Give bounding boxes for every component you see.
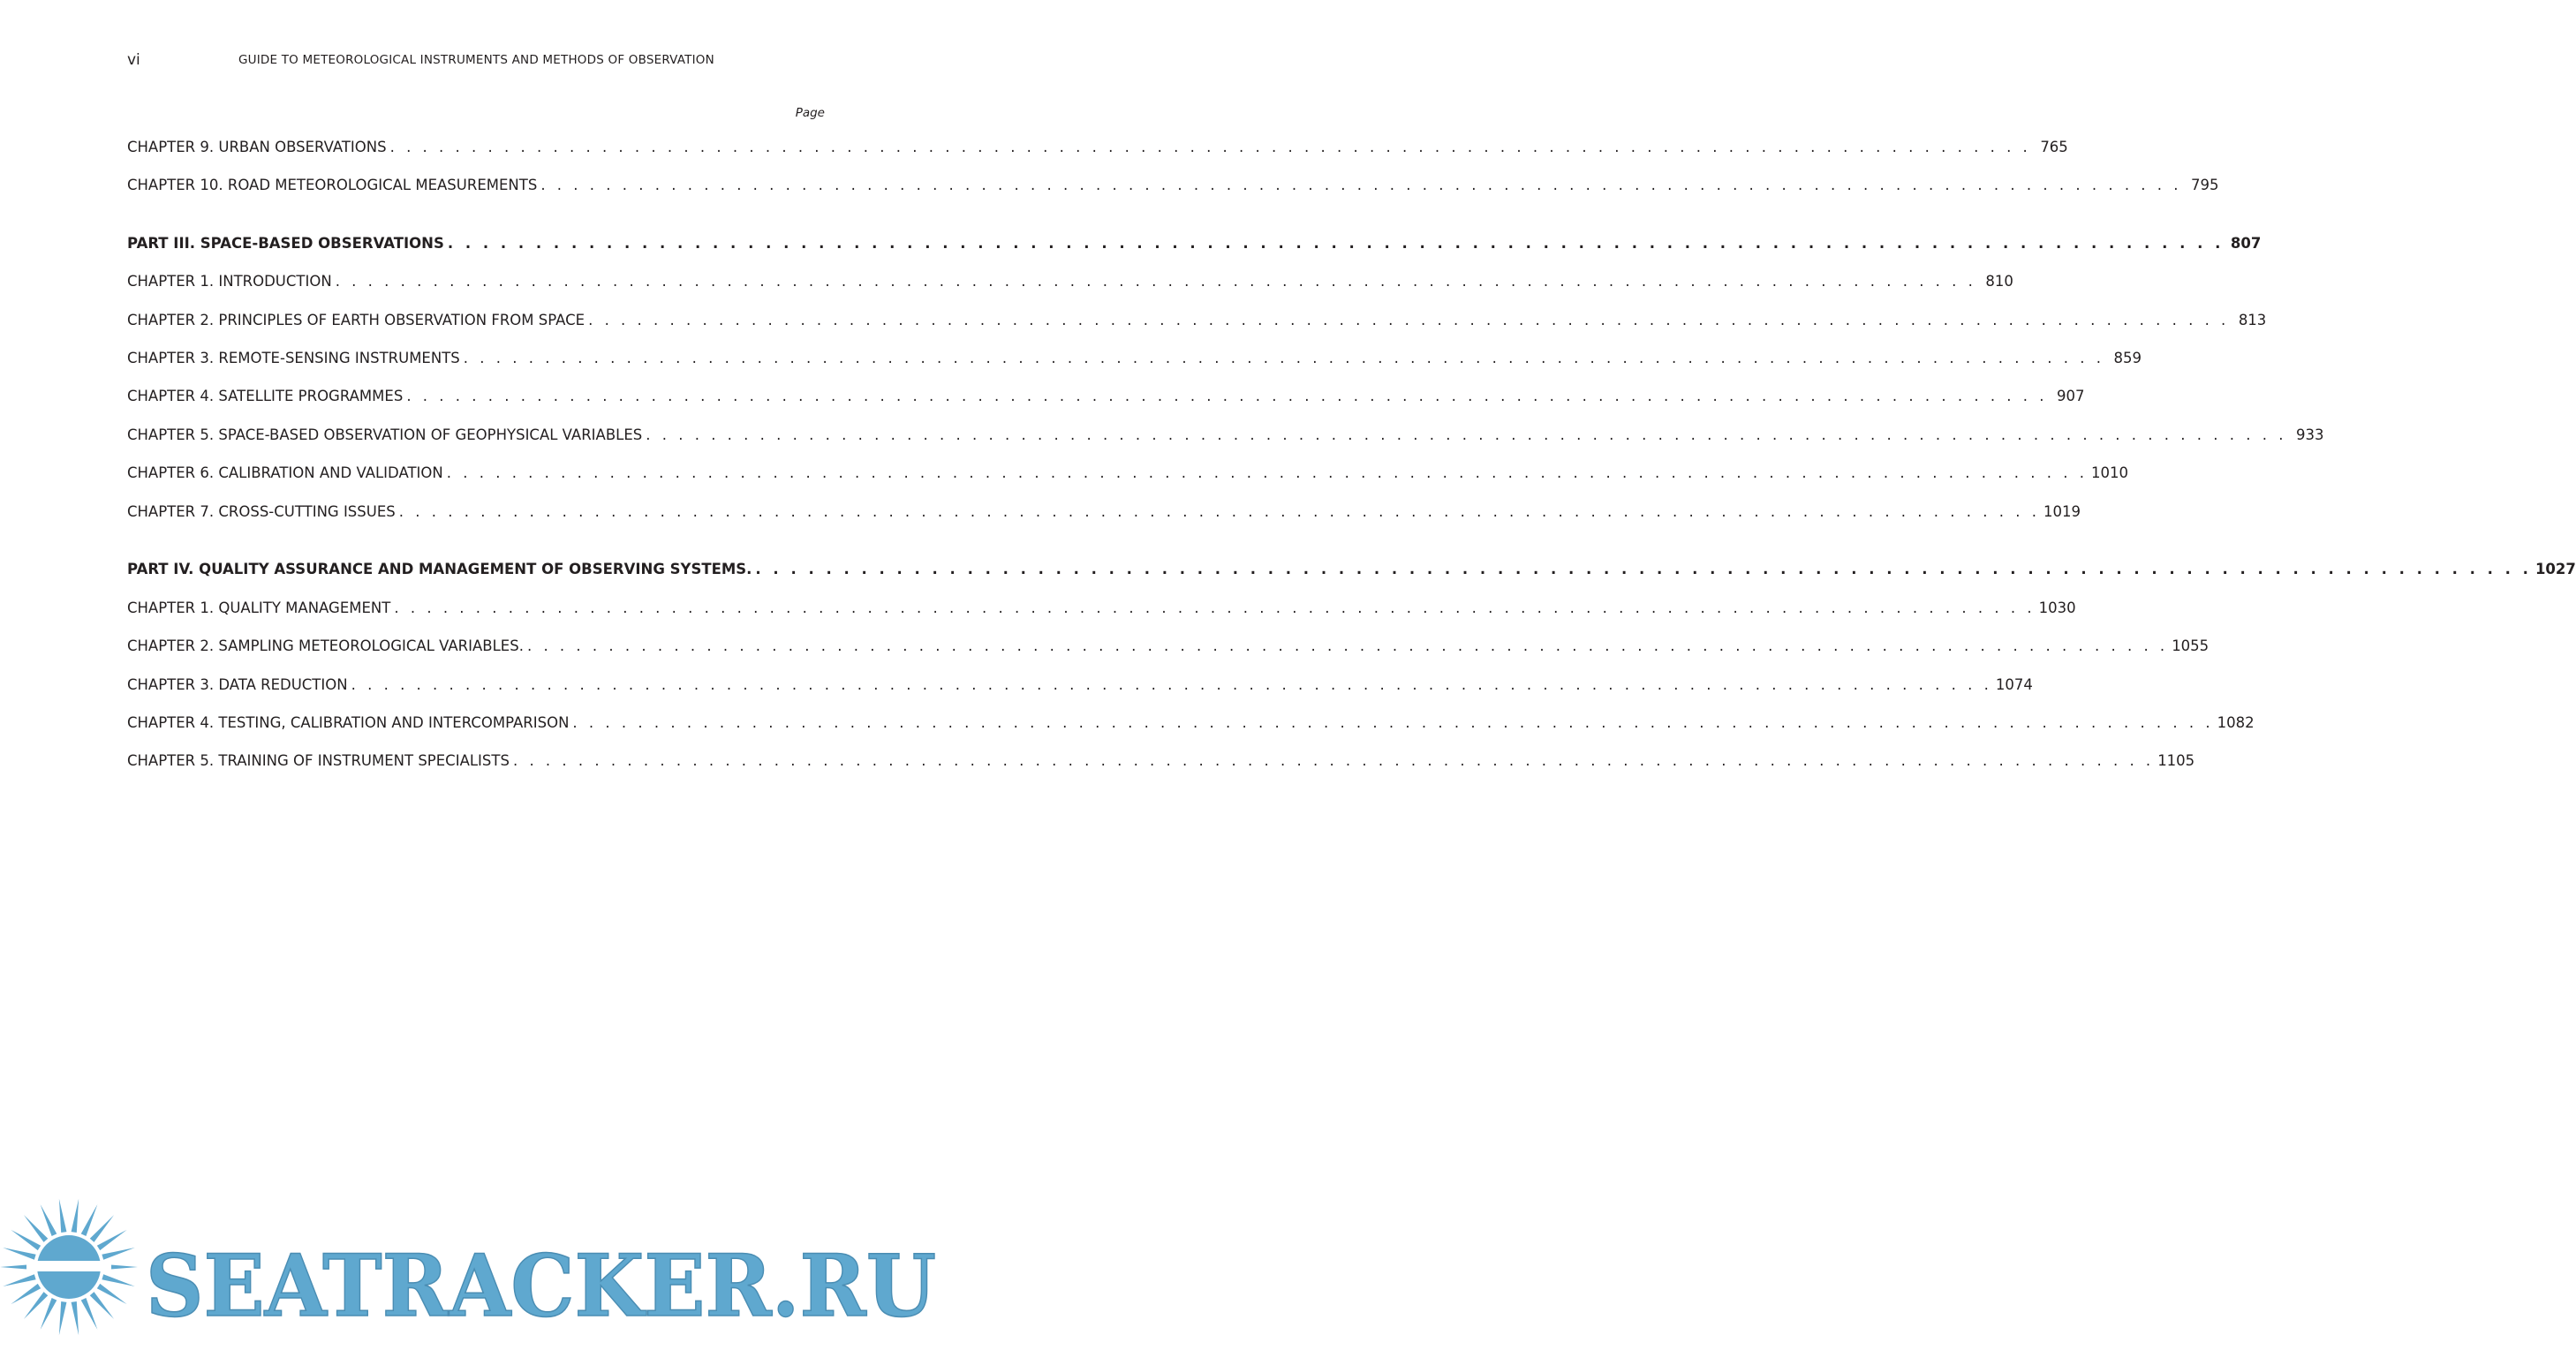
toc-entry-page: 1105 [2157, 752, 2195, 769]
toc-entry-title: CHAPTER 3. REMOTE-SENSING INSTRUMENTS [127, 350, 460, 366]
toc-entry[interactable] [127, 464, 2128, 481]
sun-ray [11, 1284, 41, 1304]
toc-entry-title: CHAPTER 2. PRINCIPLES OF EARTH OBSERVATION FROM SPACE [127, 312, 585, 328]
toc-entry-title: CHAPTER 4. TESTING, CALIBRATION AND INTERCOMPARISON [127, 714, 570, 731]
toc-entry-page: 795 [2191, 177, 2219, 193]
toc-part-entry[interactable] [127, 235, 2262, 252]
toc-entry[interactable] [127, 637, 2210, 654]
toc-entry[interactable] [127, 388, 2085, 404]
sun-ray [81, 1298, 98, 1330]
toc-entry-title: CHAPTER 5. TRAINING OF INSTRUMENT SPECIALISTS [127, 752, 510, 769]
dot-leader: . . . . . . . . . . . . . . . . . . . . . . . . . . . . . . . . . . . . . . . . . . . . . . . . . . . . . . . . . . . . . . . . . . . . . . . . . . . . . . . . . . . . . . . . . . . . . . . . . . . . . [398, 503, 2040, 520]
toc-entry[interactable] [127, 676, 2033, 693]
toc-entry-page: 1027 [2534, 561, 2576, 577]
dot-leader: . . . . . . . . . . . . . . . . . . . . . . . . . . . . . . . . . . . . . . . . . . . . . . . . . . . . . . . . . . . . . . . . . . . . . . . . . . . . . . . . . . . . . . . . . . . . . . . . . . . . . [512, 752, 2155, 769]
sun-ray [90, 1292, 114, 1319]
toc-entry-title: PART IV. QUALITY ASSURANCE AND MANAGEMENT OF OBSERVING SYSTEMS. [127, 561, 752, 577]
sun-ray [97, 1230, 127, 1250]
sun-ray [3, 1274, 35, 1286]
toc-entry[interactable] [127, 426, 2324, 443]
toc-entry-title: CHAPTER 1. INTRODUCTION [127, 273, 332, 290]
toc-entry-title: CHAPTER 9. URBAN OBSERVATIONS [127, 139, 387, 155]
toc-entry-page: 810 [1985, 273, 2013, 290]
toc-entry[interactable] [127, 273, 2013, 290]
sun-ray [72, 1301, 79, 1335]
toc-entry-page: 907 [2057, 388, 2085, 404]
sun-ray [24, 1292, 48, 1319]
toc-entry-title: CHAPTER 2. SAMPLING METEOROLOGICAL VARIABLES. [127, 637, 524, 654]
toc-entry-title: CHAPTER 3. DATA REDUCTION [127, 676, 348, 693]
toc-entry-page: 1019 [2043, 503, 2081, 520]
dot-leader: . . . . . . . . . . . . . . . . . . . . . . . . . . . . . . . . . . . . . . . . . . . . . . . . . . . . . . . . . . . . . . . . . . . . . . . . . . . . . . . . . . . . . . . . . . . . . . . . . . . . . [646, 426, 2287, 443]
dot-leader: . . . . . . . . . . . . . . . . . . . . . . . . . . . . . . . . . . . . . . . . . . . . . . . . . . . . . . . . . . . . . . . . . . . . . . . . . . . . . . . . . . . . . . . . . . . . . . . . . . . . . [526, 637, 2169, 654]
sun-ray [90, 1215, 114, 1242]
toc-entry[interactable] [127, 503, 2081, 520]
watermark-logo [0, 1183, 952, 1346]
toc-entry-title: CHAPTER 5. SPACE-BASED OBSERVATION OF GEOPHYSICAL VARIABLES [127, 426, 643, 443]
sun-ray [41, 1298, 57, 1330]
toc-entry-page: 765 [2040, 139, 2068, 155]
toc-entry-page: 859 [2113, 350, 2142, 366]
page-column-label: Page [795, 106, 825, 120]
toc-entry-title: CHAPTER 6. CALIBRATION AND VALIDATION [127, 464, 443, 481]
dot-leader: . . . . . . . . . . . . . . . . . . . . . . . . . . . . . . . . . . . . . . . . . . . . . . . . . . . . . . . . . . . . . . . . . . . . . . . . . . . . . . . . . . . . . . . . . . . . . . . . . . . . . [351, 676, 1992, 693]
sun-ray [59, 1199, 67, 1233]
dot-leader: . . . . . . . . . . . . . . . . . . . . . . . . . . . . . . . . . . . . . . . . . . . . . . . . . . . . . . . . . . . . . . . . . . . . . . . . . . . . . . . . . . . . . . . . . . . . . . . . . . . . . [540, 177, 2182, 193]
dot-leader: . . . . . . . . . . . . . . . . . . . . . . . . . . . . . . . . . . . . . . . . . . . . . . . . . . . . . . . . . . . . . . . . . . . . . . . . . . . . . . . . . . . . . . . . . . . . . . . . . . . . . [394, 600, 2036, 616]
toc-entry-title: CHAPTER 10. ROAD METEOROLOGICAL MEASUREMENTS [127, 177, 538, 193]
dot-leader: . . . . . . . . . . . . . . . . . . . . . . . . . . . . . . . . . . . . . . . . . . . . . . . . . . . . . . . . . . . . . . . . . . . . . . . . . . . . . . . . . . . . . . . . . . . . . . . . . . . . . [335, 273, 1976, 290]
running-header: GUIDE TO METEOROLOGICAL INSTRUMENTS AND METHODS OF OBSERVATION [238, 53, 714, 67]
watermark-svg [0, 1183, 952, 1346]
dot-leader: . . . . . . . . . . . . . . . . . . . . . . . . . . . . . . . . . . . . . . . . . . . . . . . . . . . . . . . . . . . . . . . . . . . . . . . . . . . . . . . . . . . . . . . . . . . . . . . . . . . . . [406, 388, 2048, 404]
dot-leader: . . . . . . . . . . . . . . . . . . . . . . . . . . . . . . . . . . . . . . . . . . . . . . . . . . . . . . . . . . . . . . . . . . . . . . . . . . . . . . . . . . . . . . . . . . . . . . . . . . . . . [463, 350, 2104, 366]
sun-ray [72, 1199, 79, 1233]
dot-leader: . . . . . . . . . . . . . . . . . . . . . . . . . . . . . . . . . . . . . . . . . . . . . . . . . . . . . . . . . . . . . . . . . . . . . . . . . . . . . . . . . . . . . . . . . . . . . . . . . . . . . [755, 561, 2532, 577]
sun-ray [41, 1204, 57, 1236]
toc-entry-page: 1010 [2090, 464, 2128, 481]
toc-part-entry[interactable] [127, 561, 2576, 577]
dot-leader: . . . . . . . . . . . . . . . . . . . . . . . . . . . . . . . . . . . . . . . . . . . . . . . . . . . . . . . . . . . . . . . . . . . . . . . . . . . . . . . . . . . . . . . . . . . . . . . . . . . . . [447, 235, 2225, 252]
toc-entry-page: 1030 [2038, 600, 2076, 616]
toc-entry-page: 1055 [2172, 637, 2210, 654]
toc-entry-page: 813 [2238, 312, 2267, 328]
sun-ray [59, 1301, 67, 1335]
sun-ray [97, 1284, 127, 1304]
toc-entry[interactable] [127, 350, 2142, 366]
toc-entry-title: CHAPTER 7. CROSS-CUTTING ISSUES [127, 503, 396, 520]
sun-ray [102, 1274, 134, 1286]
toc-entry-page: 933 [2295, 426, 2324, 443]
page-number: vi [127, 51, 140, 69]
toc-entry[interactable] [127, 312, 2267, 328]
dot-leader: . . . . . . . . . . . . . . . . . . . . . . . . . . . . . . . . . . . . . . . . . . . . . . . . . . . . . . . . . . . . . . . . . . . . . . . . . . . . . . . . . . . . . . . . . . . . . . . . . . . . . [572, 714, 2214, 731]
sun-ray [3, 1248, 35, 1260]
sun-ray [81, 1204, 98, 1236]
toc-entry[interactable] [127, 714, 2255, 731]
toc-entry[interactable] [127, 177, 2219, 193]
sun-ray [102, 1248, 134, 1260]
sun-icon [0, 1199, 138, 1335]
dot-leader: . . . . . . . . . . . . . . . . . . . . . . . . . . . . . . . . . . . . . . . . . . . . . . . . . . . . . . . . . . . . . . . . . . . . . . . . . . . . . . . . . . . . . . . . . . . . . . . . . . . . . [389, 139, 2031, 155]
toc-entry-title: CHAPTER 4. SATELLITE PROGRAMMES [127, 388, 404, 404]
toc-entry-title: CHAPTER 1. QUALITY MANAGEMENT [127, 600, 391, 616]
toc-entry-page: 807 [2230, 235, 2262, 252]
toc-entry-title: PART III. SPACE-BASED OBSERVATIONS [127, 235, 444, 252]
sun-ray [11, 1230, 41, 1250]
toc-entry[interactable] [127, 139, 2068, 155]
sun-ray [24, 1215, 48, 1242]
toc-entry-page: 1074 [1995, 676, 2033, 693]
toc-entry[interactable] [127, 600, 2076, 616]
watermark-text: SEATRACKER.RU [146, 1236, 936, 1336]
toc-entry-page: 1082 [2217, 714, 2255, 731]
dot-leader: . . . . . . . . . . . . . . . . . . . . . . . . . . . . . . . . . . . . . . . . . . . . . . . . . . . . . . . . . . . . . . . . . . . . . . . . . . . . . . . . . . . . . . . . . . . . . . . . . . . . . [446, 464, 2088, 481]
dot-leader: . . . . . . . . . . . . . . . . . . . . . . . . . . . . . . . . . . . . . . . . . . . . . . . . . . . . . . . . . . . . . . . . . . . . . . . . . . . . . . . . . . . . . . . . . . . . . . . . . . . . . [588, 312, 2230, 328]
toc-entry[interactable] [127, 752, 2195, 769]
